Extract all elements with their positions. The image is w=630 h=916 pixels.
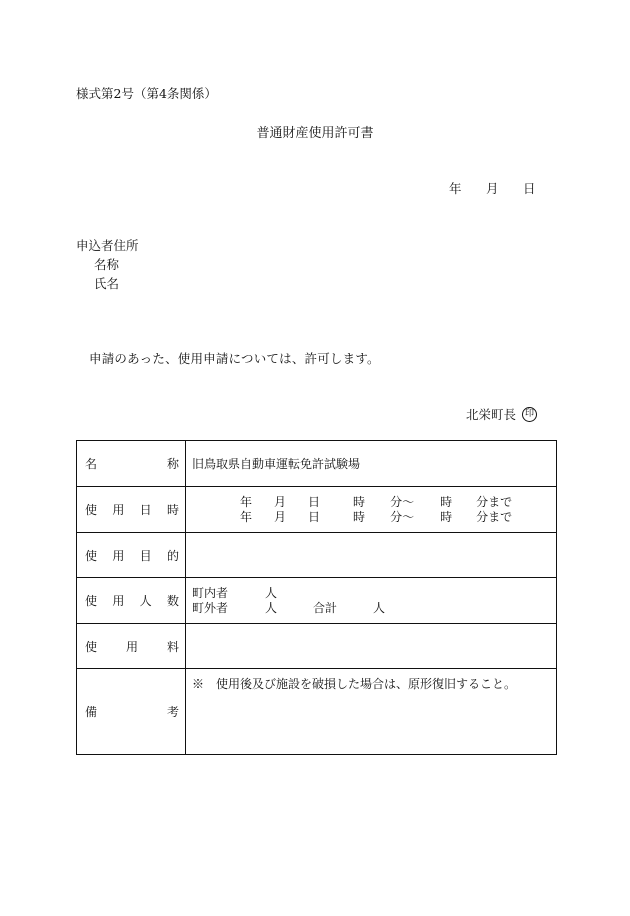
date-year-label: 年 xyxy=(449,181,462,196)
label-char: 用 xyxy=(125,639,138,654)
label-cell xyxy=(77,669,186,755)
label-char: 日 xyxy=(139,503,152,517)
seal-icon: 印 xyxy=(522,407,537,422)
dt-minute-to: 分まで xyxy=(476,494,513,509)
total-label: 合計 xyxy=(313,600,338,615)
date-line-1 xyxy=(192,495,556,510)
label-char: 的 xyxy=(166,548,179,563)
dt-hour: 時 xyxy=(353,494,366,509)
dt-minute-from: 分～ xyxy=(390,509,415,524)
applicant-name-label: 名称 xyxy=(94,257,120,272)
usage-dates-value xyxy=(186,487,557,533)
out-town-label: 町外者 xyxy=(192,600,229,615)
label-char: 使 xyxy=(85,503,98,517)
label-char: 用 xyxy=(112,503,125,517)
row-usage-purpose xyxy=(77,533,557,578)
usage-fee-value xyxy=(186,624,557,669)
label-char: 時 xyxy=(166,503,179,517)
applicant-address-label: 申込者住所 xyxy=(76,238,139,253)
dt-minute-to: 分まで xyxy=(476,509,513,524)
form-number: 様式第2号（第4条関係） xyxy=(76,86,217,101)
date-line-2 xyxy=(192,510,556,525)
dt-year: 年 xyxy=(240,509,253,524)
label-char: 用 xyxy=(112,548,125,563)
label-char: 備 xyxy=(85,705,98,719)
label-cell xyxy=(77,487,186,533)
permit-table xyxy=(76,440,557,755)
facility-name-value: 旧鳥取県自動車運転免許試験場 xyxy=(186,441,557,487)
label-cell xyxy=(77,533,186,578)
row-usage-fee xyxy=(77,624,557,669)
label-char: 人 xyxy=(139,594,152,608)
usage-people-value xyxy=(186,578,557,624)
dt-month: 月 xyxy=(274,509,287,524)
dt-minute-from: 分～ xyxy=(390,494,415,509)
label-char: 数 xyxy=(166,594,179,608)
date-month-label: 月 xyxy=(486,181,499,196)
label-char: 目 xyxy=(139,548,152,563)
label-char: 名 xyxy=(85,457,98,471)
permission-statement: 申請のあった、使用申請については、許可します。 xyxy=(89,351,380,366)
document-title: 普通財産使用許可書 xyxy=(256,126,374,141)
label-char: 使 xyxy=(85,639,98,654)
dt-hour: 時 xyxy=(440,509,453,524)
applicant-person-label: 氏名 xyxy=(94,276,120,291)
row-usage-people xyxy=(77,578,557,624)
label-cell xyxy=(77,441,186,487)
label-char: 用 xyxy=(112,594,125,608)
issuer-title: 北栄町長 xyxy=(466,407,517,422)
label-char: 称 xyxy=(166,457,179,471)
dt-day: 日 xyxy=(308,494,321,509)
usage-purpose-value xyxy=(186,533,557,578)
unit-label: 人 xyxy=(265,600,278,615)
out-town-line xyxy=(192,601,556,616)
label-char: 料 xyxy=(166,639,179,654)
row-facility-name xyxy=(77,441,557,487)
unit-label: 人 xyxy=(265,585,278,600)
row-usage-dates xyxy=(77,487,557,533)
issuer xyxy=(466,405,537,423)
row-remarks xyxy=(77,669,557,755)
dt-day: 日 xyxy=(308,509,321,524)
in-town-line xyxy=(192,586,556,601)
label-cell xyxy=(77,578,186,624)
label-char: 使 xyxy=(85,548,98,563)
dt-hour: 時 xyxy=(353,509,366,524)
label-cell xyxy=(77,624,186,669)
unit-label: 人 xyxy=(373,600,386,615)
applicant-block xyxy=(76,236,139,293)
dt-year: 年 xyxy=(240,494,253,509)
dt-hour: 時 xyxy=(440,494,453,509)
date-day-label: 日 xyxy=(523,181,536,196)
remarks-value: ※ 使用後及び施設を破損した場合は、原形復旧すること。 xyxy=(186,669,557,755)
in-town-label: 町内者 xyxy=(192,585,229,600)
dt-month: 月 xyxy=(274,494,287,509)
label-char: 考 xyxy=(166,705,179,719)
label-char: 使 xyxy=(85,594,98,608)
